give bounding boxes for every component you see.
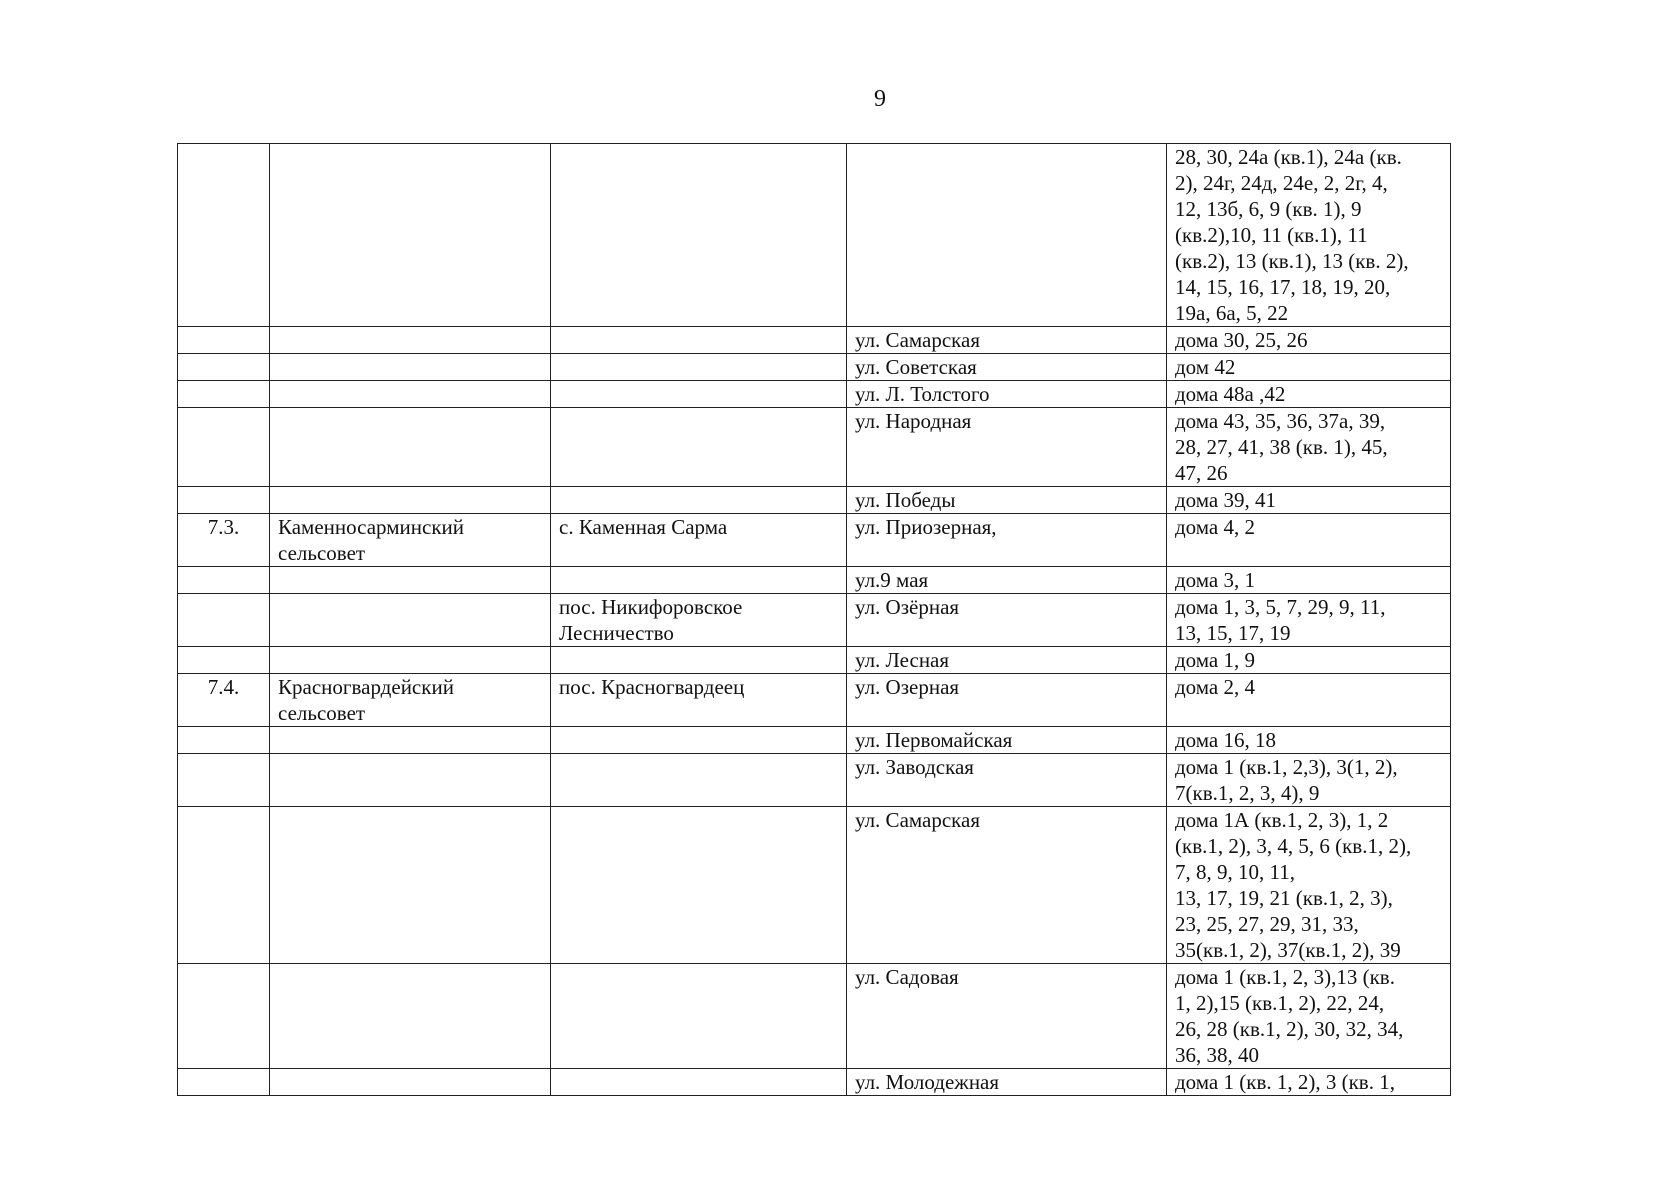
row-number-cell: [178, 354, 270, 381]
table-row: [178, 727, 1451, 754]
houses-cell: дома 16, 18: [1167, 727, 1451, 754]
street-cell: ул. Первомайская: [847, 727, 1167, 754]
houses-cell: дома 3, 1: [1167, 567, 1451, 594]
settlement-cell: [551, 354, 847, 381]
settlement-cell: [551, 381, 847, 408]
street-cell: ул. Приозерная,: [847, 514, 1167, 567]
settlement-cell: пос. Никифоровское Лесничество: [551, 594, 847, 647]
council-cell: [270, 964, 551, 1069]
street-cell: ул. Молодежная: [847, 1069, 1167, 1096]
table-row: [178, 487, 1451, 514]
table-row: [178, 567, 1451, 594]
houses-cell: дома 1 (кв.1, 2, 3),13 (кв. 1, 2),15 (кв.1, 2), 22, 24, 26, 28 (кв.1, 2), 30, 32, 34, 36, 38, 40: [1167, 964, 1451, 1069]
street-cell: ул. Озёрная: [847, 594, 1167, 647]
row-number-cell: [178, 327, 270, 354]
street-cell: ул. Победы: [847, 487, 1167, 514]
settlement-cell: [551, 727, 847, 754]
table-row: [178, 381, 1451, 408]
settlement-cell: [551, 807, 847, 964]
row-number-cell: [178, 487, 270, 514]
houses-cell: дома 1, 9: [1167, 647, 1451, 674]
houses-cell: дома 30, 25, 26: [1167, 327, 1451, 354]
houses-cell: дома 1 (кв. 1, 2), 3 (кв. 1,: [1167, 1069, 1451, 1096]
settlement-cell: [551, 408, 847, 487]
street-cell: ул. Народная: [847, 408, 1167, 487]
table-row: [178, 754, 1451, 807]
council-cell: [270, 354, 551, 381]
settlement-cell: [551, 144, 847, 327]
table-row: [178, 1069, 1451, 1096]
address-table: [177, 143, 1451, 1096]
council-cell: [270, 1069, 551, 1096]
houses-cell: дома 2, 4: [1167, 674, 1451, 727]
council-cell: [270, 381, 551, 408]
council-cell: Красногвардейский сельсовет: [270, 674, 551, 727]
table-row: [178, 594, 1451, 647]
settlement-cell: пос. Красногвардеец: [551, 674, 847, 727]
settlement-cell: [551, 487, 847, 514]
row-number-cell: 7.3.: [178, 514, 270, 567]
houses-cell: дом 42: [1167, 354, 1451, 381]
address-table-body: [178, 144, 1451, 1096]
street-cell: ул. Л. Толстого: [847, 381, 1167, 408]
houses-cell: дома 43, 35, 36, 37а, 39, 28, 27, 41, 38 (кв. 1), 45, 47, 26: [1167, 408, 1451, 487]
page-number: 9: [874, 86, 886, 112]
houses-cell: 28, 30, 24а (кв.1), 24а (кв. 2), 24г, 24д, 24е, 2, 2г, 4, 12, 13б, 6, 9 (кв. 1), 9 (кв.2),10, 11 (кв.1), 11 (кв.2), 13 (кв.1), 13 (кв. 2), 14, 15, 16, 17, 18, 19, 20, 19а, 6а, 5, 22: [1167, 144, 1451, 327]
row-number-cell: [178, 727, 270, 754]
row-number-cell: [178, 408, 270, 487]
table-row: [178, 647, 1451, 674]
council-cell: [270, 144, 551, 327]
council-cell: [270, 594, 551, 647]
settlement-cell: [551, 327, 847, 354]
settlement-cell: [551, 964, 847, 1069]
council-cell: [270, 567, 551, 594]
settlement-cell: [551, 754, 847, 807]
street-cell: ул. Самарская: [847, 327, 1167, 354]
table-row: [178, 354, 1451, 381]
council-cell: [270, 807, 551, 964]
row-number-cell: [178, 144, 270, 327]
houses-cell: дома 4, 2: [1167, 514, 1451, 567]
row-number-cell: [178, 754, 270, 807]
council-cell: Каменносарминский сельсовет: [270, 514, 551, 567]
row-number-cell: [178, 647, 270, 674]
council-cell: [270, 487, 551, 514]
council-cell: [270, 727, 551, 754]
settlement-cell: [551, 647, 847, 674]
settlement-cell: [551, 1069, 847, 1096]
row-number-cell: 7.4.: [178, 674, 270, 727]
table-row: [178, 408, 1451, 487]
street-cell: ул. Заводская: [847, 754, 1167, 807]
street-cell: ул. Лесная: [847, 647, 1167, 674]
table-row: [178, 514, 1451, 567]
table-row: [178, 964, 1451, 1069]
street-cell: ул. Озерная: [847, 674, 1167, 727]
table-row: [178, 674, 1451, 727]
council-cell: [270, 327, 551, 354]
street-cell: ул. Советская: [847, 354, 1167, 381]
table-row: [178, 144, 1451, 327]
row-number-cell: [178, 807, 270, 964]
council-cell: [270, 754, 551, 807]
houses-cell: дома 48а ,42: [1167, 381, 1451, 408]
houses-cell: дома 1 (кв.1, 2,3), 3(1, 2), 7(кв.1, 2, 3, 4), 9: [1167, 754, 1451, 807]
houses-cell: дома 39, 41: [1167, 487, 1451, 514]
houses-cell: дома 1А (кв.1, 2, 3), 1, 2 (кв.1, 2), 3, 4, 5, 6 (кв.1, 2), 7, 8, 9, 10, 11, 13, 17, 19, 21 (кв.1, 2, 3), 23, 25, 27, 29, 31, 33, 35(кв.1, 2), 37(кв.1, 2), 39: [1167, 807, 1451, 964]
row-number-cell: [178, 594, 270, 647]
council-cell: [270, 408, 551, 487]
street-cell: ул. Садовая: [847, 964, 1167, 1069]
street-cell: ул.9 мая: [847, 567, 1167, 594]
settlement-cell: с. Каменная Сарма: [551, 514, 847, 567]
street-cell: [847, 144, 1167, 327]
table-row: [178, 807, 1451, 964]
row-number-cell: [178, 381, 270, 408]
row-number-cell: [178, 567, 270, 594]
street-cell: ул. Самарская: [847, 807, 1167, 964]
row-number-cell: [178, 1069, 270, 1096]
houses-cell: дома 1, 3, 5, 7, 29, 9, 11, 13, 15, 17, 19: [1167, 594, 1451, 647]
council-cell: [270, 647, 551, 674]
row-number-cell: [178, 964, 270, 1069]
settlement-cell: [551, 567, 847, 594]
table-row: [178, 327, 1451, 354]
